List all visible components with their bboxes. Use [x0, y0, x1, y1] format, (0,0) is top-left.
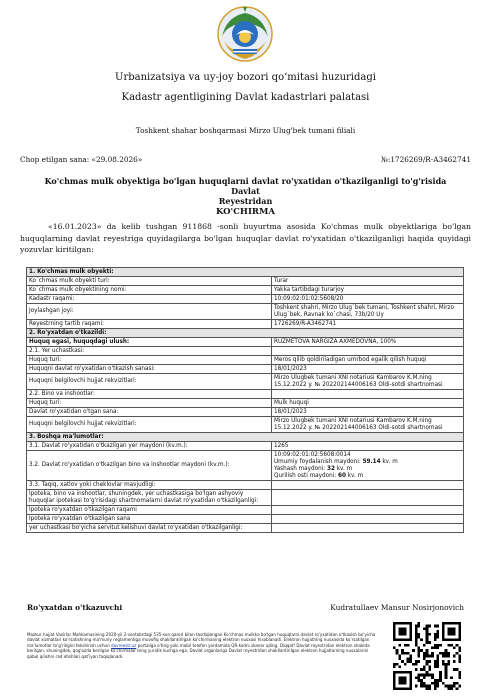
row-label: Reyestrning tartib raqami: [27, 320, 272, 329]
table-row [27, 408, 464, 417]
table-row [27, 442, 464, 451]
row-label: 3.1. Davlat ro'yxatidan o'tkazilgan yer maydoni (kv.m.): [27, 442, 272, 451]
table-row [27, 295, 464, 304]
row-label: Huquq turi: [27, 399, 272, 408]
row-label: Ko`chmas mulk obyekti turi: [27, 277, 272, 286]
row-value: 1265 [272, 442, 464, 451]
row-label: 3.3. Taqiq, xatlov yoki cheklovlar mavjudligi: [27, 481, 272, 490]
footer-text-1: Mazkur hujjat Vazirlar Mahkamasining 2020-yil 2-sentabrdagi 535-son qarori bilan tasdiqlangan Ko'chmas mulkka bo'lgan huquqlarni davlat ro'yxatidan o'tkazish bo'yicha davlat xizmatlari ko'rsatishning ma'muriy reglamentiga muvofiq shakllantirilgan ko'chirmaning elektron nusxasi hisoblanadi. Elektron hujjatning nusxasida ko'rsatilgan ma'lumotlar to'g'riligini tekshirish uchun [27, 632, 376, 648]
table-row [27, 417, 464, 433]
row-label: Kadastr raqami: [27, 295, 272, 304]
organization-line-2: Kadastr agentligining Davlat kadastrlari palatasi [121, 92, 370, 103]
table-row [27, 338, 464, 347]
title-line-1: Ko'chmas mulk obyektiga bo'lgan huquqlarni davlat ro'yxatidan o'tkazilganligi to'g'risida Davlat [44, 176, 447, 196]
section-header [27, 329, 464, 338]
footprint-area-line [274, 473, 461, 480]
row-value: Mirzo Ulugbek tumani XNI notariusi Kambarov K.M.ning 15.12.2022 y. № 202202144006163 Oldi-sotdi shartnomasi [272, 374, 464, 390]
footprint-area-label: Qurilish osti maydoni: [274, 472, 338, 479]
living-area-label: Yashash maydoni: [274, 465, 327, 472]
table-row [27, 490, 464, 506]
title-line-2: Reyestridan [218, 196, 273, 206]
living-area-value: 32 [327, 465, 335, 472]
row-label: 2.1. Yer uchastkasi: [27, 347, 272, 356]
row-label: 2.2. Bino va inshootlar: [27, 390, 272, 399]
row-value: Meros qilib qoldiriladigan umrbod egalik qilish huquqi [272, 356, 464, 365]
total-area-unit: kv. m [380, 458, 398, 465]
row-label: Joylashgan joyi: [27, 304, 272, 320]
section-title: 2. Ro'yxatdan o'tkazildi: [27, 329, 464, 338]
living-area-line [274, 466, 461, 473]
table-row [27, 277, 464, 286]
table-row [27, 304, 464, 320]
document-type: KO'CHIRMA [215, 207, 275, 217]
row-label: Ipoteka ro'yxatdan o'tkazilgan sana [27, 515, 272, 524]
row-value: 1726269/R-A3462741 [272, 320, 464, 329]
row-value: Turar [272, 277, 464, 286]
row-value: Yakka tartibdagi turarjoy [272, 286, 464, 295]
total-area-value: 59.14 [362, 458, 381, 465]
table-row [27, 515, 464, 524]
state-emblem-icon [216, 5, 274, 63]
total-area-line [274, 459, 461, 466]
living-area-unit: kv. m [334, 465, 353, 472]
table-row [27, 451, 464, 481]
section-title: 3. Boshqa ma'lumotlar: [27, 433, 464, 442]
row-label: Ipoteka, bino va inshootlar, shuningdek, yer uchastkasiga bo'lgan ashyoviy huquqlar ipotekasi to'g'risidagi shartnomalarni davlat ro'yxatidan o'tkazilganligi: [27, 490, 272, 506]
row-value: Toshkent shahri, Mirzo Ulug`bek tumani, Toshkent shahri, Mirzo Ulug`bek, Ravnak ko`chasi, 73b/20 Uy [272, 304, 464, 320]
row-value [272, 390, 464, 399]
registry-table [26, 267, 464, 533]
table-row [27, 481, 464, 490]
row-label: Ko`chmas mulk obyektining nomi: [27, 286, 272, 295]
portal-link[interactable]: davreestr.uz [111, 642, 137, 648]
row-value: 18/01/2023 [272, 408, 464, 417]
document-number: №:1726269/R-A3462741 [380, 155, 471, 164]
building-cadastre-number: 10:09:02:01:02:5608:0014 [274, 451, 351, 458]
table-row [27, 399, 464, 408]
row-value [272, 506, 464, 515]
table-row [27, 356, 464, 365]
row-value [272, 451, 464, 481]
row-value [272, 490, 464, 506]
footprint-area-unit: kv. m [345, 472, 364, 479]
section-title: 1. Ko'chmas mulk obyekti: [27, 268, 464, 277]
table-row [27, 506, 464, 515]
row-value [272, 515, 464, 524]
row-label: yer uchastkasi bo'yicha servitut kelishuvi davlat ro'yxatidan o'tkazilganligi: [27, 524, 272, 533]
section-header [27, 268, 464, 277]
table-row [27, 374, 464, 390]
row-label: 3.2. Davlat ro'yxatidan o'tkazilgan bino va inshootlar maydoni (kv.m.): [27, 451, 272, 481]
row-value: 10:09:02:01:02:5608/20 [272, 295, 464, 304]
row-label: Huquqni belgilovchi hujjat rekvizitlari: [27, 417, 272, 433]
row-value: 18/01/2023 [272, 365, 464, 374]
row-value: RUZMETOVA NARGIZA AXMEDOVNA, 100% [272, 338, 464, 347]
registrar-label: Ro'yxatdan o'tkazuvchi [27, 603, 123, 612]
table-row [27, 365, 464, 374]
table-row [27, 524, 464, 533]
qr-code-icon[interactable] [393, 622, 461, 690]
row-label: Huquq egasi, huquqdagi ulush: [27, 338, 272, 347]
table-row [27, 320, 464, 329]
row-label: Huquqni davlat ro'yxatidan o'tkazish sanasi: [27, 365, 272, 374]
row-value [272, 347, 464, 356]
row-label: Huquq turi: [27, 356, 272, 365]
registrar-name: Kudratullaev Mansur Nosirjonovich [330, 603, 464, 612]
organization-line-1: Urbanizatsiya va uy-joy bozori qo‘mitasi huzuridagi [115, 72, 376, 83]
print-date: Chop etilgan sana: «29.08.2026» [20, 155, 143, 164]
row-label: Ipoteka ro'yxatdan o'tkazilgan raqami [27, 506, 272, 515]
footer-text-2: portaliga o'ting yoki mobil telefon yordamida QR-kodni skaner qiling. Diqqat! Davlat reyestridan elektron shaklda berilgan, shuningdek, qog'ozda berilgan ko'chirmalar teng yuridik kuchga ega. Davlat organlariga Davlat reyestridan shakllantirilgan elektron hujjatlarning nusxalarini qabul qilishni rad etishlari qat'iyan taqiqlanadi. [27, 642, 370, 659]
row-value: Mulk huquqi [272, 399, 464, 408]
row-value: Mirzo Ulugbek tumani XNI notariusi Kambarov K.M.ning 15.12.2022 y. № 202202144006163 Oldi-sotdi shartnomasi [272, 417, 464, 433]
footer-note [27, 632, 379, 659]
row-value [272, 524, 464, 533]
intro-paragraph: «16.01.2023» da kelib tushgan 911868 -sonli buyurtma asosida Ko'chmas mulk obyektlariga bo'lgan huquqlarning davlat reyestriga quyidagilarga bo'lgan huquqlar davlat ro'yxatidan o'tkazilganligi haqida quyidagi yozuvlar kiritilgan: [20, 222, 471, 254]
row-label: Huquqni belgilovchi hujjat rekvizitlari: [27, 374, 272, 390]
document-title [30, 176, 461, 206]
table-row [27, 390, 464, 399]
branch-name: Toshkent shahar boshqarmasi Mirzo Ulug'bek tumani filiali [135, 126, 356, 135]
table-row [27, 347, 464, 356]
row-value [272, 481, 464, 490]
row-label: Davlat ro'yxatidan o'tgan sana: [27, 408, 272, 417]
total-area-label: Umumiy foydalanish maydoni: [274, 458, 363, 465]
table-row [27, 286, 464, 295]
footprint-area-value: 60 [338, 472, 346, 479]
section-header [27, 433, 464, 442]
